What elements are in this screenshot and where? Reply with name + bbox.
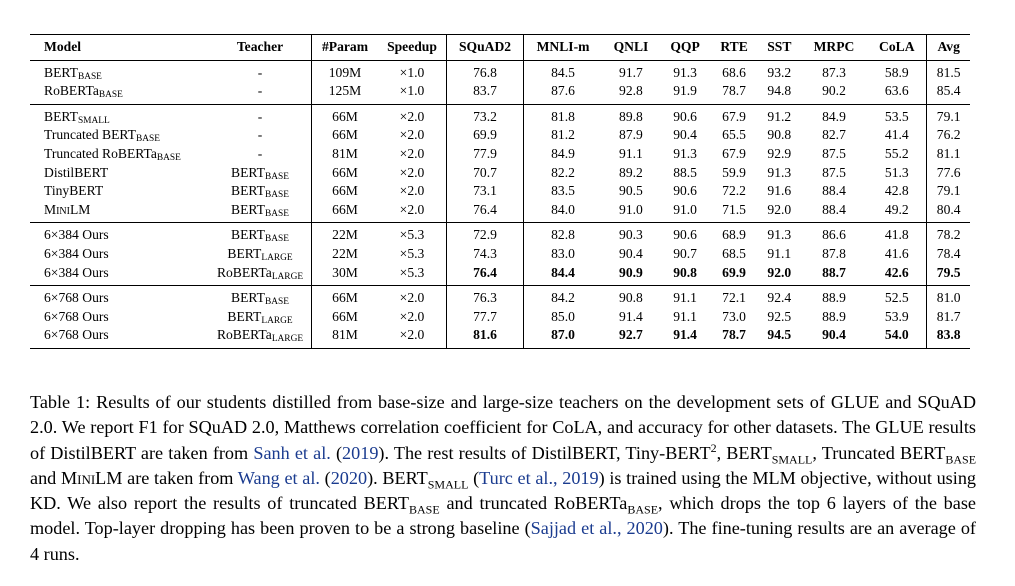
score-cell: 90.4 [801, 326, 867, 348]
teacher-subscript: BASE [264, 190, 289, 201]
score-cell: 80.4 [936, 201, 961, 217]
table-row [30, 82, 970, 104]
score-cell: 78.2 [927, 223, 970, 245]
score-cell: 85.4 [936, 83, 961, 99]
score-cell: 88.7 [822, 264, 846, 280]
score-cell: 84.9 [551, 145, 575, 161]
teacher-cell [209, 164, 312, 183]
model-subscript: BASE [135, 134, 160, 145]
score-cell: 68.9 [710, 223, 758, 245]
score-cell: 69.9 [447, 126, 524, 145]
score-cell: 92.7 [602, 326, 660, 348]
speedup-cell: ×2.0 [378, 126, 447, 145]
column-header: Teacher [209, 35, 312, 61]
param-cell: 22M [312, 223, 379, 245]
caption-text: , Truncated BERT [812, 442, 946, 463]
score-cell: 87.5 [822, 164, 846, 180]
column-header: SST [758, 35, 801, 61]
teacher-cell [209, 308, 312, 327]
column-header: MNLI-m [524, 35, 603, 61]
score-cell: 74.3 [447, 245, 524, 264]
caption-text: are taken from [122, 467, 238, 488]
score-cell: 82.2 [551, 164, 575, 180]
score-cell: 90.9 [619, 264, 643, 280]
score-cell: 91.7 [602, 60, 660, 82]
teacher-subscript: BASE [264, 171, 289, 182]
column-header: QNLI [602, 35, 660, 61]
citation-sanh-year[interactable]: 2019 [342, 442, 379, 463]
teacher-name: - [257, 127, 263, 143]
column-header: #Param [312, 35, 379, 61]
score-cell: 72.9 [447, 223, 524, 245]
score-cell: 77.6 [936, 164, 961, 180]
teacher-name: - [257, 83, 263, 99]
table-row [30, 182, 970, 201]
param-cell: 66M [332, 201, 358, 217]
score-cell: 81.5 [927, 60, 970, 82]
speedup-cell: ×2.0 [378, 201, 447, 223]
param-cell: 66M [332, 127, 358, 143]
score-cell: 87.3 [801, 60, 867, 82]
param-cell: 109M [312, 60, 379, 82]
citation-wang[interactable]: Wang et al. [237, 467, 320, 488]
model-name: 6×768 Ours [44, 290, 109, 306]
score-cell: 77.9 [447, 145, 524, 164]
score-cell: 91.2 [758, 104, 801, 126]
table-body [30, 60, 970, 348]
score-cell: 54.0 [867, 326, 927, 348]
column-header: Avg [927, 35, 970, 61]
score-cell: 82.8 [524, 223, 603, 245]
score-cell: 84.0 [551, 201, 575, 217]
teacher-name: BERT [227, 308, 262, 324]
teacher-cell [209, 126, 312, 145]
score-cell: 81.6 [447, 326, 524, 348]
model-cell [30, 245, 209, 264]
score-cell: 89.8 [602, 104, 660, 126]
column-header: Model [30, 35, 209, 61]
model-cell [30, 326, 209, 348]
table-caption [30, 390, 976, 567]
score-cell: 58.9 [867, 60, 927, 82]
score-cell: 91.1 [660, 286, 710, 308]
model-cell [30, 145, 209, 164]
score-cell: 41.4 [867, 126, 927, 145]
teacher-cell [209, 245, 312, 264]
score-cell: 93.2 [758, 60, 801, 82]
model-cell [30, 264, 209, 286]
score-cell: 91.3 [767, 164, 792, 180]
caption-text: and [30, 467, 61, 488]
score-cell: 59.9 [722, 164, 746, 180]
caption-text: , BERT [716, 442, 772, 463]
model-cell [30, 182, 209, 201]
score-cell: 79.5 [936, 264, 961, 280]
score-cell: 63.6 [867, 82, 927, 104]
score-cell: 90.4 [673, 127, 697, 143]
model-name: Truncated RoBERTa [44, 145, 157, 161]
minilm-name: MiniLM [60, 467, 123, 488]
results-table [30, 34, 970, 349]
table-row [30, 264, 970, 286]
score-cell: 79.1 [936, 183, 961, 199]
model-subscript: BASE [98, 90, 123, 101]
score-cell: 84.9 [801, 104, 867, 126]
score-cell: 76.3 [447, 286, 524, 308]
score-cell: 51.3 [867, 164, 927, 183]
model-name: BERT [44, 108, 78, 124]
param-cell: 66M [332, 308, 358, 324]
table-row [30, 126, 970, 145]
param-cell: 66M [332, 164, 358, 180]
caption-text: and truncated RoBERTa [439, 493, 628, 514]
score-cell: 91.3 [660, 60, 710, 82]
score-cell: 91.0 [673, 201, 697, 217]
model-name: 6×768 Ours [44, 327, 109, 343]
teacher-name: - [257, 108, 263, 124]
score-cell: 78.7 [722, 83, 746, 99]
score-cell: 55.2 [867, 145, 927, 164]
score-cell: 82.7 [822, 127, 846, 143]
table-row [30, 104, 970, 126]
score-cell: 91.6 [767, 183, 792, 199]
score-cell: 90.6 [673, 183, 697, 199]
score-cell: 71.5 [722, 201, 746, 217]
score-cell: 90.8 [767, 127, 792, 143]
score-cell: 85.0 [551, 308, 575, 324]
score-cell: 81.0 [927, 286, 970, 308]
score-cell: 81.1 [936, 145, 961, 161]
caption-text: , which drops the top 6 layers of the base model. Top-layer dropping has been proven to be a strong baseline ( [30, 493, 976, 539]
score-cell: 90.5 [619, 183, 643, 199]
teacher-cell [209, 326, 312, 348]
score-cell: 90.8 [673, 264, 697, 280]
score-cell: 49.2 [867, 201, 927, 223]
table-row [30, 145, 970, 164]
score-cell: 73.2 [447, 104, 524, 126]
teacher-cell [209, 223, 312, 245]
speedup-cell: ×5.3 [378, 223, 447, 245]
score-cell: 90.8 [602, 286, 660, 308]
score-cell: 91.1 [673, 308, 697, 324]
teacher-name: BERT [231, 227, 265, 243]
column-header: Speedup [378, 35, 447, 61]
citation-sajjad[interactable]: Sajjad et al., 2020 [530, 518, 663, 539]
score-cell: 91.1 [767, 245, 792, 261]
score-cell: 42.6 [867, 264, 927, 286]
score-cell: 76.2 [936, 127, 961, 143]
model-name: Truncated BERT [44, 127, 136, 143]
teacher-cell [209, 104, 312, 126]
speedup-cell: ×2.0 [378, 104, 447, 126]
caption-text: ) is trained using the MLM objective, without using KD. We also report the results of truncated BERT [30, 467, 977, 514]
subscript: BASE [409, 502, 440, 517]
score-cell: 53.5 [867, 104, 927, 126]
score-cell: 90.7 [673, 245, 697, 261]
teacher-name: BERT [231, 183, 265, 199]
score-cell: 90.3 [602, 223, 660, 245]
speedup-cell: ×1.0 [378, 60, 447, 82]
table-row [30, 201, 970, 223]
score-cell: 81.8 [524, 104, 603, 126]
score-cell: 73.1 [447, 182, 524, 201]
score-cell: 91.3 [673, 145, 697, 161]
teacher-name: - [257, 64, 263, 80]
footnote-marker: 2 [710, 440, 717, 455]
score-cell: 78.4 [936, 245, 961, 261]
score-cell: 88.4 [822, 183, 846, 199]
caption-text: ). The fine-tuning results are an average of 4 runs. [30, 518, 976, 564]
column-header: SQuAD2 [447, 35, 524, 61]
speedup-cell: ×2.0 [378, 145, 447, 164]
model-name: 6×384 Ours [44, 264, 109, 280]
score-cell: 87.8 [822, 245, 846, 261]
param-cell: 22M [332, 245, 358, 261]
score-cell: 94.5 [758, 326, 801, 348]
score-cell: 76.4 [447, 201, 524, 223]
column-header: RTE [710, 35, 758, 61]
speedup-cell: ×5.3 [378, 245, 447, 264]
speedup-cell: ×2.0 [378, 286, 447, 308]
model-name: RoBERTa [44, 83, 99, 99]
score-cell: 52.5 [867, 286, 927, 308]
score-cell: 94.8 [767, 83, 792, 99]
model-cell [30, 126, 209, 145]
param-cell: 66M [312, 286, 379, 308]
speedup-cell: ×2.0 [378, 326, 447, 348]
score-cell: 68.5 [722, 245, 746, 261]
subscript: SMALL [771, 452, 813, 467]
model-cell [30, 82, 209, 104]
score-cell: 68.6 [710, 60, 758, 82]
score-cell: 70.7 [447, 164, 524, 183]
model-cell [30, 223, 209, 245]
score-cell: 92.9 [767, 145, 792, 161]
caption-text: ). The rest results of DistilBERT, Tiny-BERT [378, 442, 711, 463]
teacher-name: BERT [231, 290, 265, 306]
score-cell: 84.2 [524, 286, 603, 308]
column-header: QQP [660, 35, 710, 61]
teacher-name: RoBERTa [216, 264, 272, 280]
score-cell: 69.9 [722, 264, 746, 280]
score-cell: 67.9 [722, 145, 746, 161]
citation-sanh[interactable]: Sanh et al. [253, 442, 331, 463]
score-cell: 87.0 [524, 326, 603, 348]
score-cell: 86.6 [801, 223, 867, 245]
score-cell: 41.6 [867, 245, 927, 264]
teacher-name: RoBERTa [216, 327, 272, 343]
model-cell [30, 308, 209, 327]
table-row [30, 326, 970, 348]
subscript: BASE [627, 502, 659, 517]
score-cell: 92.0 [767, 201, 792, 217]
score-cell: 91.4 [660, 326, 710, 348]
speedup-cell: ×2.0 [378, 308, 447, 327]
model-subscript: BASE [156, 152, 181, 163]
teacher-subscript: LARGE [271, 271, 304, 282]
score-cell: 88.4 [822, 201, 846, 217]
teacher-cell [209, 286, 312, 308]
score-cell: 89.2 [619, 164, 643, 180]
model-cell [30, 104, 209, 126]
column-header: CoLA [867, 35, 927, 61]
caption-text: Table 1: Results of our students distilled from base-size and large-size teachers on the development sets of GLUE and SQuAD 2.0. We report F1 for SQuAD 2.0, Matthews correlation coefficient for CoLA, and accuracy for other datasets. The GLUE results of DistilBERT are taken from [30, 392, 976, 463]
teacher-name: BERT [231, 164, 265, 180]
model-subscript: BASE [77, 71, 102, 82]
param-cell: 66M [332, 183, 358, 199]
score-cell: 92.0 [767, 264, 792, 280]
score-cell: 76.8 [447, 60, 524, 82]
score-cell: 78.7 [710, 326, 758, 348]
score-cell: 91.1 [619, 145, 643, 161]
caption-text: ( [330, 442, 343, 463]
speedup-cell: ×1.0 [378, 82, 447, 104]
score-cell: 67.9 [710, 104, 758, 126]
score-cell: 91.4 [619, 308, 643, 324]
teacher-subscript: BASE [264, 208, 289, 219]
score-cell: 91.9 [673, 83, 697, 99]
score-cell: 83.7 [447, 82, 524, 104]
teacher-cell [209, 182, 312, 201]
score-cell: 92.5 [767, 308, 792, 324]
param-cell: 66M [312, 104, 379, 126]
teacher-cell [209, 145, 312, 164]
teacher-subscript: LARGE [261, 315, 293, 326]
column-header: MRPC [801, 35, 867, 61]
score-cell: 90.6 [660, 104, 710, 126]
score-cell: 88.9 [801, 286, 867, 308]
teacher-cell [209, 60, 312, 82]
teacher-name: - [257, 145, 263, 161]
score-cell: 73.0 [722, 308, 746, 324]
model-name: BERT [44, 64, 78, 80]
table-row [30, 60, 970, 82]
score-cell: 41.8 [867, 223, 927, 245]
model-name: 6×384 Ours [44, 227, 109, 243]
score-cell: 87.5 [822, 145, 846, 161]
score-cell: 77.7 [447, 308, 524, 327]
results-table-container [30, 34, 976, 349]
table-row [30, 286, 970, 308]
score-cell: 72.2 [722, 183, 746, 199]
score-cell: 81.2 [551, 127, 575, 143]
score-cell: 84.4 [551, 264, 575, 280]
score-cell: 90.6 [660, 223, 710, 245]
model-name: MiniLM [44, 201, 91, 217]
citation-turc[interactable]: Turc et al., 2019 [479, 467, 599, 488]
score-cell: 87.9 [619, 127, 643, 143]
teacher-name: BERT [231, 201, 265, 217]
score-cell: 83.5 [551, 183, 575, 199]
score-cell: 87.6 [551, 83, 575, 99]
model-cell [30, 286, 209, 308]
teacher-cell [209, 82, 312, 104]
model-name: DistilBERT [44, 164, 109, 180]
table-row [30, 308, 970, 327]
score-cell: 84.5 [524, 60, 603, 82]
table-row [30, 245, 970, 264]
score-cell: 90.4 [619, 245, 643, 261]
score-cell: 91.3 [758, 223, 801, 245]
score-cell: 88.9 [822, 308, 846, 324]
speedup-cell: ×2.0 [378, 182, 447, 201]
caption-text: ). BERT [367, 467, 428, 488]
teacher-cell [209, 201, 312, 223]
teacher-name: BERT [227, 245, 262, 261]
score-cell: 90.2 [822, 83, 846, 99]
model-cell [30, 164, 209, 183]
score-cell: 92.4 [758, 286, 801, 308]
model-cell [30, 201, 209, 223]
score-cell: 72.1 [710, 286, 758, 308]
score-cell: 92.8 [619, 83, 643, 99]
table-row [30, 164, 970, 183]
model-subscript: SMALL [77, 115, 110, 126]
model-name: 6×768 Ours [44, 308, 109, 324]
caption-text: ( [319, 467, 331, 488]
model-name: TinyBERT [44, 183, 104, 199]
score-cell: 91.0 [619, 201, 643, 217]
score-cell: 79.1 [927, 104, 970, 126]
subscript: BASE [945, 452, 977, 467]
score-cell: 83.8 [927, 326, 970, 348]
teacher-subscript: LARGE [261, 252, 293, 263]
param-cell: 30M [332, 264, 358, 280]
param-cell: 81M [312, 326, 379, 348]
model-cell [30, 60, 209, 82]
score-cell: 65.5 [722, 127, 746, 143]
score-cell: 76.4 [447, 264, 524, 286]
score-cell: 83.0 [551, 245, 575, 261]
param-cell: 125M [328, 83, 362, 99]
score-cell: 42.8 [867, 182, 927, 201]
speedup-cell: ×5.3 [378, 264, 447, 286]
table-row [30, 223, 970, 245]
subscript: SMALL [427, 477, 469, 492]
table-header-row [30, 35, 970, 61]
teacher-subscript: BASE [264, 297, 289, 308]
score-cell: 81.7 [936, 308, 961, 324]
citation-wang-year[interactable]: 2020 [330, 467, 368, 488]
model-name: 6×384 Ours [44, 245, 109, 261]
score-cell: 53.9 [867, 308, 927, 327]
teacher-subscript: LARGE [271, 334, 304, 345]
caption-text: ( [468, 467, 480, 488]
param-cell: 81M [332, 145, 358, 161]
score-cell: 88.5 [673, 164, 697, 180]
teacher-cell [209, 264, 312, 286]
speedup-cell: ×2.0 [378, 164, 447, 183]
teacher-subscript: BASE [264, 234, 289, 245]
